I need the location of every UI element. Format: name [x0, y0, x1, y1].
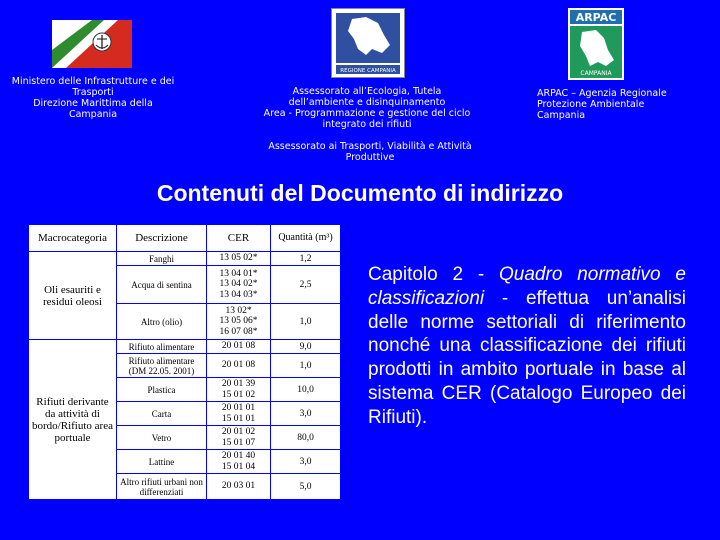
cer-cell	[207, 266, 271, 304]
description-cell: Fanghi	[117, 252, 207, 266]
ministry-line-1: Ministero delle Infrastrutture e dei	[11, 76, 175, 87]
chapter-description	[368, 263, 686, 430]
cer-code: 15 01 01	[221, 413, 256, 424]
cer-code: 20 01 40	[221, 450, 256, 461]
cer-cell	[207, 252, 271, 266]
cer-code: 15 01 02	[221, 389, 256, 400]
description-cell: Carta	[117, 402, 207, 426]
arpac-line-2: Protezione Ambientale	[537, 99, 645, 110]
header-descrizione: Descrizione	[117, 225, 207, 252]
assessorato-label	[258, 86, 476, 130]
cer-code: 20 01 08	[221, 341, 256, 352]
macrocategoria-cell: Oli esauriti e residui oleosi	[29, 252, 117, 340]
description-cell: Altro rifiuti urbani non differenziati	[117, 474, 207, 500]
regione-campania-logo	[331, 8, 405, 78]
quantity-cell: 1,2	[271, 252, 341, 266]
arpac-logo	[568, 8, 624, 80]
navy-flag-icon	[52, 20, 132, 68]
table-row	[29, 252, 341, 266]
cer-code: 13 04 03*	[219, 289, 258, 300]
cer-code: 20 01 02	[221, 426, 256, 437]
chapter-label: Capitolo 2 -	[368, 264, 500, 285]
arpac-line-3: Campania	[537, 110, 586, 121]
quantity-cell: 3,0	[271, 402, 341, 426]
description-cell: Vetro	[117, 426, 207, 450]
arpac-label	[537, 88, 707, 121]
cer-cell	[207, 340, 271, 354]
assessorato-line-4: integrato dei rifiuti	[322, 119, 412, 130]
header-cer: CER	[207, 225, 271, 252]
cer-code: 13 05 06*	[219, 316, 258, 327]
assessorato-line-2: dell’ambiente e disinquinamento	[288, 97, 446, 108]
table-row	[29, 340, 341, 354]
table-header-row	[29, 225, 341, 252]
ministry-line-2: Trasporti	[72, 87, 114, 98]
assessorato-line-3: Area - Programmazione e gestione del ciclo	[263, 108, 471, 119]
chapter-title: Quadro normativo e classificazioni	[368, 264, 686, 309]
quantity-cell: 9,0	[271, 340, 341, 354]
header-quantita: Quantità (m³)	[271, 225, 341, 252]
description-cell: Acqua di sentina	[117, 266, 207, 304]
cer-cell	[207, 354, 271, 378]
cer-code: 15 01 07	[221, 437, 256, 448]
ministry-logo	[52, 20, 132, 68]
chapter-summary: - effettua un’analisi delle norme settoriali di riferimento nonché una classificazione dei rifiuti prodotti in ambito portuale in base al sistema CER (Catalogo Europeo dei Rifiuti).	[368, 287, 686, 428]
arpac-map-icon	[568, 8, 624, 80]
cer-code: 20 01 39	[221, 378, 256, 389]
arpac-logo-text: ARPAC	[575, 11, 617, 24]
cer-code: 13 04 02*	[219, 279, 258, 290]
cer-cell	[207, 450, 271, 474]
cer-cell	[207, 304, 271, 340]
quantity-cell: 5,0	[271, 474, 341, 500]
transport-label	[250, 141, 490, 163]
cer-code: 16 07 08*	[219, 326, 258, 337]
cer-code: 13 05 02*	[219, 253, 258, 264]
quantity-cell: 1,0	[271, 304, 341, 340]
cer-code: 20 01 01	[221, 402, 256, 413]
arpac-line-1: ARPAC – Agenzia Regionale	[537, 88, 667, 99]
arpac-logo-sub: CAMPANIA	[580, 70, 612, 77]
ministry-line-4: Campania	[68, 109, 118, 120]
cer-cell	[207, 378, 271, 402]
quantity-cell: 1,0	[271, 354, 341, 378]
campania-map-icon	[332, 9, 404, 77]
cer-code: 20 03 01	[221, 481, 256, 492]
cer-code: 13 04 01*	[219, 268, 258, 279]
page-title: Contenuti del Documento di indirizzo	[156, 180, 564, 206]
header-macrocategoria: Macrocategoria	[29, 225, 117, 252]
cer-code: 15 01 04	[221, 461, 256, 472]
transport-line-2: Produttive	[345, 152, 395, 163]
quantity-cell: 2,5	[271, 266, 341, 304]
cer-code: 13 02*	[225, 305, 252, 316]
regione-logo-text: REGIONE CAMPANIA	[340, 68, 396, 74]
description-cell: Plastica	[117, 378, 207, 402]
macrocategoria-cell: Rifiuti derivante da attività di bordo/Rifiuto area portuale	[29, 340, 117, 500]
transport-line-1: Assessorato ai Trasporti, Viabilità e Attività	[268, 141, 472, 152]
waste-table	[28, 224, 341, 500]
ministry-line-3: Direzione Marittima della	[33, 98, 153, 109]
description-cell: Lattine	[117, 450, 207, 474]
quantity-cell: 10,0	[271, 378, 341, 402]
description-cell: Altro (olio)	[117, 304, 207, 340]
cer-cell	[207, 474, 271, 500]
quantity-cell: 3,0	[271, 450, 341, 474]
description-cell: Rifiuto alimentare (DM 22.05. 2001)	[117, 354, 207, 378]
assessorato-line-1: Assessorato all’Ecologia, Tutela	[292, 86, 442, 97]
description-cell: Rifiuto alimentare	[117, 340, 207, 354]
cer-cell	[207, 426, 271, 450]
ministry-label	[8, 76, 178, 120]
cer-code: 20 01 08	[221, 360, 256, 371]
cer-cell	[207, 402, 271, 426]
quantity-cell: 80,0	[271, 426, 341, 450]
